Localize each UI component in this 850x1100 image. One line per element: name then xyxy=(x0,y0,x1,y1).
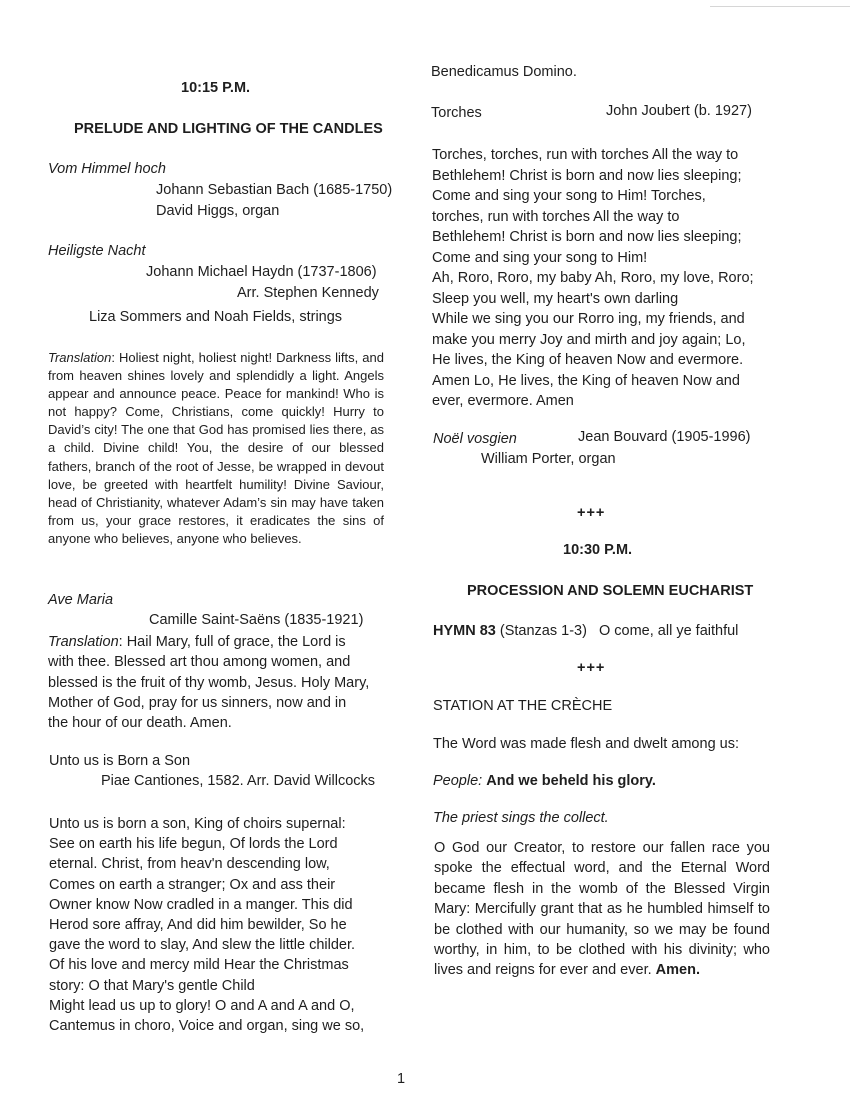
translation-line: blessed is the fruit of thy womb, Jesus. Holy Mary, xyxy=(48,674,370,691)
lyric-line: Bethlehem! Christ is born and now lies sleeping; xyxy=(432,229,742,245)
translation-line: with thee. Blessed art thou among women, and xyxy=(48,654,351,671)
lyric-line: Sleep you well, my heart's own darling xyxy=(432,290,679,307)
lyric-line: eternal. Christ, from heav'n descending low, xyxy=(49,856,330,873)
cross-divider: +++ xyxy=(577,505,606,521)
translation-label: Translation xyxy=(48,350,112,365)
lyric-line: Amen Lo, He lives, the King of heaven Now and xyxy=(432,372,740,389)
people-label: People: xyxy=(433,773,483,789)
hymn-number: HYMN 83 xyxy=(433,623,496,639)
translation-text: : Holiest night, holiest night! Darkness lifts, and from heaven shines lovely and splendidly a light. Angels appear and announce peace. Peace for mankind! Who is not happy? Come, Christians, come quickly! Hurry to David’s city! The one that God has promised lies there, as a child. Divine child! You, the desire of our blessed fathers, branch of the root of Jesse, be wrapped in devout love, be greeted with heartfelt humility! Divine Saviour, head of Christianity, whatever Adam’s sin may have taken from us, your grace restores, it eradicates the sins of anyone who believes, anyone who believes. xyxy=(48,350,384,546)
piece-title: Noël vosgien xyxy=(433,431,517,447)
piece-composer: Johann Sebastian Bach (1685-1750) xyxy=(156,182,393,198)
cross-divider: +++ xyxy=(577,660,606,676)
piece-source: Piae Cantiones, 1582. Arr. David Willcocks xyxy=(101,773,376,789)
collect-amen: Amen. xyxy=(655,962,700,979)
collect-text: O God our Creator, to restore our fallen race you spoke the effectual word, and the Eternal Word became flesh in the womb of the Blessed Virgin Mary: Mercifully grant that as he humbled himself to be clothed with our humanity, so we may be found worthy, in him, to be clothed with his divinity; who lives and reigns for ever and ever. xyxy=(434,840,770,979)
time-heading: 10:15 P.M. xyxy=(181,80,251,96)
benedicamus-line: Benedicamus Domino. xyxy=(431,64,577,80)
lyric-line: See on earth his life begun, Of lords the Lord xyxy=(49,836,338,853)
lyric-line: make you merry Joy and mirth and joy again; Lo, xyxy=(432,331,746,348)
piece-composer: Camille Saint-Saëns (1835-1921) xyxy=(149,612,364,628)
piece-composer: Johann Michael Haydn (1737-1806) xyxy=(146,264,377,280)
lyric-line: Owner know Now cradled in a manger. This did xyxy=(49,896,353,913)
hymn-title: O come, all ye faithful xyxy=(598,623,739,639)
lyric-line: Of his love and mercy mild Hear the Christmas xyxy=(49,957,349,974)
lyric-line: Unto us is born a son, King of choirs supernal: xyxy=(49,816,346,832)
lyric-line: Cantemus in choro, Voice and organ, sing we so, xyxy=(49,1018,365,1034)
lyric-line: story: O that Mary's gentle Child xyxy=(49,977,255,994)
piece-composer: Jean Bouvard (1905-1996) xyxy=(578,429,751,445)
piece-title: Unto us is Born a Son xyxy=(49,753,191,769)
rubric-line: The priest sings the collect. xyxy=(433,810,609,826)
piece-performer: William Porter, organ xyxy=(481,451,616,467)
piece-composer: John Joubert (b. 1927) xyxy=(606,103,752,119)
translation-label: Translation xyxy=(48,634,119,650)
people-response-line xyxy=(433,773,656,789)
lyric-line: Come and sing your song to Him! xyxy=(432,249,648,266)
page-number: 1 xyxy=(397,1071,406,1087)
piece-title: Vom Himmel hoch xyxy=(48,161,166,177)
piece-title: Torches xyxy=(431,105,482,121)
lyric-line: Come and sing your song to Him! Torches, xyxy=(432,188,706,204)
piece-title: Ave Maria xyxy=(48,592,114,608)
lyric-line: Comes on earth a stranger; Ox and ass their xyxy=(49,876,336,893)
lyric-line: Herod sore affray, And did him bewilder, So he xyxy=(49,917,347,933)
prelude-heading: PRELUDE AND LIGHTING OF THE CANDLES xyxy=(74,121,383,137)
lyric-line: Ah, Roro, Roro, my baby Ah, Roro, my love, Roro; xyxy=(432,270,754,286)
translation-paragraph xyxy=(48,349,384,548)
procession-heading: PROCESSION AND SOLEMN EUCHARIST xyxy=(467,583,754,599)
translation-line: the hour of our death. Amen. xyxy=(48,715,232,732)
lyric-line: He lives, the King of heaven Now and evermore. xyxy=(432,352,744,368)
translation-line: Mother of God, pray for us sinners, now and in xyxy=(48,694,347,711)
piece-performer: David Higgs, organ xyxy=(156,203,280,219)
versicle-line: The Word was made flesh and dwelt among us: xyxy=(433,736,740,752)
lyric-line: Might lead us up to glory! O and A and A and O, xyxy=(49,997,355,1014)
lyric-line: Bethlehem! Christ is born and now lies sleeping; xyxy=(432,167,742,184)
lyric-line: Torches, torches, run with torches All the way to xyxy=(432,147,739,163)
piece-performers: Liza Sommers and Noah Fields, strings xyxy=(89,309,343,325)
piece-arranger: Arr. Stephen Kennedy xyxy=(237,285,379,301)
lyric-line: ever, evermore. Amen xyxy=(432,393,574,409)
lyric-line: gave the word to slay, And slew the little childer. xyxy=(49,937,356,954)
station-heading: STATION AT THE CRÈCHE xyxy=(433,698,613,714)
people-response: And we beheld his glory. xyxy=(486,773,656,789)
time-heading: 10:30 P.M. xyxy=(563,542,633,558)
hymn-line xyxy=(433,623,738,639)
lyric-line: torches, run with torches All the way to xyxy=(432,208,680,225)
scan-edge-line xyxy=(710,6,850,7)
translation-line: Translation: Hail Mary, full of grace, the Lord is xyxy=(48,634,346,650)
lyric-line: While we sing you our Rorro ing, my friends, and xyxy=(432,311,745,327)
collect-paragraph xyxy=(434,838,770,981)
piece-title: Heiligste Nacht xyxy=(48,243,146,259)
hymn-stanzas: (Stanzas 1-3) xyxy=(499,623,587,639)
